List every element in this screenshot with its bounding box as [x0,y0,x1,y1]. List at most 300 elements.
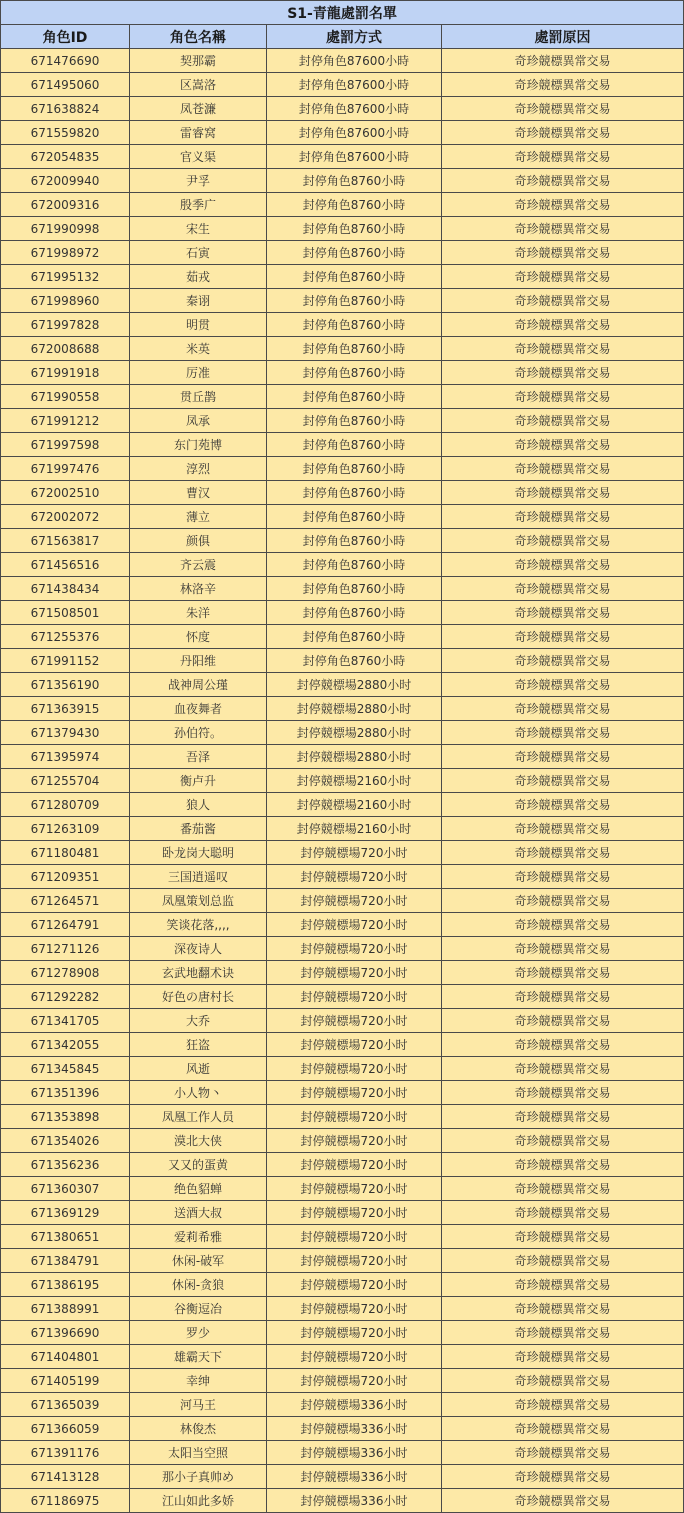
cell-role-id: 671380651 [1,1225,130,1249]
table-row [1,769,684,793]
cell-penalty-method: 封停競標場2880小时 [267,697,442,721]
cell-role-id: 671559820 [1,121,130,145]
cell-role-name: 明贯 [130,313,267,337]
cell-role-id: 672054835 [1,145,130,169]
cell-role-name: 凤凰工作人员 [130,1105,267,1129]
cell-penalty-method: 封停角色87600小時 [267,121,442,145]
cell-penalty-method: 封停競標場720小时 [267,1249,442,1273]
table-row [1,265,684,289]
cell-role-name: 林洛辛 [130,577,267,601]
cell-penalty-method: 封停競標場720小时 [267,889,442,913]
table-row [1,385,684,409]
cell-penalty-method: 封停角色8760小時 [267,409,442,433]
cell-role-name: 官义渠 [130,145,267,169]
cell-penalty-method: 封停競標場720小时 [267,1321,442,1345]
table-row [1,745,684,769]
cell-penalty-method: 封停角色8760小時 [267,217,442,241]
cell-role-id: 671366059 [1,1417,130,1441]
cell-penalty-method: 封停競標場720小时 [267,865,442,889]
cell-penalty-reason: 奇珍競標異常交易 [442,697,684,721]
cell-penalty-method: 封停競標場720小时 [267,1345,442,1369]
cell-penalty-reason: 奇珍競標異常交易 [442,1009,684,1033]
cell-penalty-method: 封停競標場720小时 [267,841,442,865]
cell-role-name: 林俊杰 [130,1417,267,1441]
cell-penalty-method: 封停競標場720小时 [267,1105,442,1129]
cell-role-id: 672009940 [1,169,130,193]
cell-penalty-method: 封停角色8760小時 [267,169,442,193]
table-row [1,1417,684,1441]
table-row [1,1177,684,1201]
cell-penalty-reason: 奇珍競標異常交易 [442,1249,684,1273]
cell-role-id: 671351396 [1,1081,130,1105]
cell-role-name: 谷衡逗冶 [130,1297,267,1321]
cell-penalty-reason: 奇珍競標異常交易 [442,1273,684,1297]
cell-role-id: 671413128 [1,1465,130,1489]
cell-penalty-reason: 奇珍競標異常交易 [442,1033,684,1057]
cell-role-name: 三国逍遥叹 [130,865,267,889]
table-row [1,457,684,481]
table-row [1,217,684,241]
cell-penalty-method: 封停競標場336小时 [267,1465,442,1489]
cell-role-id: 671456516 [1,553,130,577]
cell-role-name: 江山如此多娇 [130,1489,267,1513]
cell-penalty-reason: 奇珍競標異常交易 [442,481,684,505]
table-row [1,73,684,97]
cell-penalty-reason: 奇珍競標異常交易 [442,289,684,313]
cell-penalty-method: 封停角色8760小時 [267,625,442,649]
cell-penalty-reason: 奇珍競標異常交易 [442,1417,684,1441]
cell-penalty-reason: 奇珍競標異常交易 [442,961,684,985]
cell-penalty-method: 封停角色8760小時 [267,553,442,577]
cell-role-name: 漠北大侠 [130,1129,267,1153]
cell-penalty-method: 封停角色8760小時 [267,361,442,385]
cell-role-id: 671353898 [1,1105,130,1129]
cell-role-name: 米英 [130,337,267,361]
cell-role-name: 血夜舞者 [130,697,267,721]
header-penalty-reason: 處罰原因 [442,25,684,49]
cell-penalty-reason: 奇珍競標異常交易 [442,313,684,337]
table-row [1,1369,684,1393]
cell-penalty-method: 封停角色8760小時 [267,337,442,361]
table-row [1,649,684,673]
cell-role-id: 671991212 [1,409,130,433]
cell-role-id: 672002510 [1,481,130,505]
cell-role-id: 671404801 [1,1345,130,1369]
cell-role-id: 671342055 [1,1033,130,1057]
table-row [1,1225,684,1249]
cell-penalty-reason: 奇珍競標異常交易 [442,1081,684,1105]
cell-role-name: 衡卢升 [130,769,267,793]
cell-role-name: 玄武地翻术诀 [130,961,267,985]
cell-role-name: 曹汉 [130,481,267,505]
cell-role-name: 朱洋 [130,601,267,625]
cell-role-name: 深夜诗人 [130,937,267,961]
cell-penalty-reason: 奇珍競標異常交易 [442,265,684,289]
table-row [1,625,684,649]
cell-penalty-reason: 奇珍競標異常交易 [442,817,684,841]
cell-role-name: 风逝 [130,1057,267,1081]
cell-role-name: 幸绅 [130,1369,267,1393]
cell-penalty-reason: 奇珍競標異常交易 [442,1321,684,1345]
cell-penalty-method: 封停競標場336小时 [267,1393,442,1417]
cell-penalty-method: 封停競標場2160小时 [267,817,442,841]
table-row [1,241,684,265]
table-row [1,793,684,817]
cell-role-name: 送酒大叔 [130,1201,267,1225]
table-row [1,577,684,601]
cell-penalty-reason: 奇珍競標異常交易 [442,433,684,457]
cell-role-id: 671998972 [1,241,130,265]
header-role-name: 角色名稱 [130,25,267,49]
table-row [1,1009,684,1033]
cell-penalty-method: 封停競標場720小时 [267,1033,442,1057]
cell-role-id: 671180481 [1,841,130,865]
cell-role-id: 671997598 [1,433,130,457]
table-row [1,937,684,961]
cell-penalty-reason: 奇珍競標異常交易 [442,1489,684,1513]
table-row [1,1345,684,1369]
cell-role-name: 笑谈花落,,,, [130,913,267,937]
cell-penalty-method: 封停角色8760小時 [267,193,442,217]
cell-role-name: 颜俱 [130,529,267,553]
cell-role-name: 休闲-破军 [130,1249,267,1273]
cell-role-name: 休闲-贪狼 [130,1273,267,1297]
cell-penalty-method: 封停競標場720小时 [267,985,442,1009]
cell-role-id: 671255704 [1,769,130,793]
cell-role-id: 672002072 [1,505,130,529]
table-row [1,1489,684,1513]
cell-role-id: 671255376 [1,625,130,649]
cell-penalty-reason: 奇珍競標異常交易 [442,1225,684,1249]
table-row [1,145,684,169]
table-row [1,553,684,577]
table-row [1,697,684,721]
cell-role-name: 雷睿窝 [130,121,267,145]
table-row [1,49,684,73]
cell-role-id: 671263109 [1,817,130,841]
cell-penalty-reason: 奇珍競標異常交易 [442,457,684,481]
cell-penalty-method: 封停競標場336小时 [267,1489,442,1513]
table-row [1,337,684,361]
cell-penalty-method: 封停角色8760小時 [267,433,442,457]
cell-role-name: 东门苑博 [130,433,267,457]
table-row [1,1297,684,1321]
cell-role-name: 河马王 [130,1393,267,1417]
cell-role-id: 671264791 [1,913,130,937]
cell-penalty-method: 封停競標場720小时 [267,1201,442,1225]
cell-role-id: 671476690 [1,49,130,73]
cell-role-id: 671363915 [1,697,130,721]
cell-penalty-reason: 奇珍競標異常交易 [442,649,684,673]
cell-penalty-method: 封停競標場720小时 [267,1177,442,1201]
cell-penalty-method: 封停競標場720小时 [267,1297,442,1321]
cell-penalty-reason: 奇珍競標異常交易 [442,1465,684,1489]
cell-role-name: 贯丘鹊 [130,385,267,409]
table-row [1,361,684,385]
cell-role-id: 671369129 [1,1201,130,1225]
cell-penalty-reason: 奇珍競標異常交易 [442,385,684,409]
cell-penalty-method: 封停競標場336小时 [267,1417,442,1441]
table-row [1,1441,684,1465]
table-row [1,193,684,217]
table-row [1,889,684,913]
cell-penalty-reason: 奇珍競標異常交易 [442,1201,684,1225]
cell-role-id: 671638824 [1,97,130,121]
cell-penalty-reason: 奇珍競標異常交易 [442,889,684,913]
cell-penalty-reason: 奇珍競標異常交易 [442,217,684,241]
cell-penalty-reason: 奇珍競標異常交易 [442,673,684,697]
table-row [1,673,684,697]
cell-role-name: 好色の唐村长 [130,985,267,1009]
cell-penalty-reason: 奇珍競標異常交易 [442,913,684,937]
cell-penalty-reason: 奇珍競標異常交易 [442,1129,684,1153]
cell-penalty-reason: 奇珍競標異常交易 [442,97,684,121]
table-row [1,1057,684,1081]
cell-role-name: 爱莉希雅 [130,1225,267,1249]
title-row [1,1,684,25]
cell-role-id: 671386195 [1,1273,130,1297]
table-body [1,49,684,1513]
cell-penalty-method: 封停競標場2160小时 [267,769,442,793]
cell-role-name: 太阳当空照 [130,1441,267,1465]
cell-penalty-reason: 奇珍競標異常交易 [442,721,684,745]
cell-role-id: 671271126 [1,937,130,961]
cell-penalty-method: 封停競標場720小时 [267,1129,442,1153]
cell-role-id: 671280709 [1,793,130,817]
table-row [1,1129,684,1153]
cell-penalty-method: 封停角色8760小時 [267,481,442,505]
cell-penalty-method: 封停競標場720小时 [267,1273,442,1297]
cell-role-id: 671186975 [1,1489,130,1513]
cell-penalty-reason: 奇珍競標異常交易 [442,337,684,361]
cell-penalty-reason: 奇珍競標異常交易 [442,553,684,577]
cell-role-id: 671292282 [1,985,130,1009]
cell-penalty-method: 封停競標場2880小时 [267,745,442,769]
cell-penalty-method: 封停角色87600小時 [267,145,442,169]
cell-penalty-method: 封停角色87600小時 [267,97,442,121]
cell-role-id: 671495060 [1,73,130,97]
cell-role-id: 671264571 [1,889,130,913]
cell-role-name: 吾泽 [130,745,267,769]
cell-penalty-reason: 奇珍競標異常交易 [442,769,684,793]
cell-penalty-method: 封停角色8760小時 [267,601,442,625]
cell-role-id: 671998960 [1,289,130,313]
table-row [1,601,684,625]
cell-penalty-reason: 奇珍競標異常交易 [442,1297,684,1321]
cell-penalty-reason: 奇珍競標異常交易 [442,985,684,1009]
table-row [1,841,684,865]
cell-role-id: 671395974 [1,745,130,769]
cell-role-name: 卧龙岗大聪明 [130,841,267,865]
cell-role-id: 672009316 [1,193,130,217]
table-row [1,481,684,505]
cell-penalty-reason: 奇珍競標異常交易 [442,505,684,529]
cell-role-name: 罗少 [130,1321,267,1345]
cell-role-name: 狼人 [130,793,267,817]
cell-penalty-method: 封停競標場720小时 [267,913,442,937]
cell-penalty-method: 封停角色8760小時 [267,385,442,409]
cell-penalty-reason: 奇珍競標異常交易 [442,745,684,769]
cell-penalty-method: 封停角色8760小時 [267,241,442,265]
cell-role-name: 凤承 [130,409,267,433]
cell-role-name: 大乔 [130,1009,267,1033]
cell-role-name: 那小子真帅め [130,1465,267,1489]
cell-penalty-method: 封停角色8760小時 [267,505,442,529]
cell-role-name: 秦诩 [130,289,267,313]
cell-penalty-method: 封停角色8760小時 [267,313,442,337]
cell-role-id: 671360307 [1,1177,130,1201]
table-row [1,1465,684,1489]
cell-role-id: 671388991 [1,1297,130,1321]
cell-penalty-reason: 奇珍競標異常交易 [442,1441,684,1465]
cell-role-id: 671209351 [1,865,130,889]
cell-penalty-reason: 奇珍競標異常交易 [442,937,684,961]
cell-role-id: 671278908 [1,961,130,985]
table-row [1,169,684,193]
cell-penalty-method: 封停競標場720小时 [267,961,442,985]
cell-role-name: 小人物丶 [130,1081,267,1105]
cell-role-name: 区嵩洛 [130,73,267,97]
cell-penalty-method: 封停競標場2880小时 [267,673,442,697]
cell-role-name: 石寅 [130,241,267,265]
cell-penalty-method: 封停角色8760小時 [267,457,442,481]
table-row [1,817,684,841]
cell-penalty-method: 封停競標場720小时 [267,1009,442,1033]
cell-penalty-reason: 奇珍競標異常交易 [442,625,684,649]
cell-role-name: 厉准 [130,361,267,385]
table-row [1,1033,684,1057]
cell-penalty-reason: 奇珍競標異常交易 [442,1177,684,1201]
cell-role-name: 殷季广 [130,193,267,217]
cell-role-id: 671438434 [1,577,130,601]
cell-penalty-reason: 奇珍競標異常交易 [442,601,684,625]
cell-role-name: 番茄酱 [130,817,267,841]
cell-role-id: 671365039 [1,1393,130,1417]
table-title: S1-青龍處罰名單 [1,1,684,25]
cell-role-id: 671990558 [1,385,130,409]
cell-penalty-method: 封停角色8760小時 [267,265,442,289]
cell-role-name: 宋生 [130,217,267,241]
table-row [1,1105,684,1129]
cell-role-id: 671563817 [1,529,130,553]
cell-role-name: 雄霸天下 [130,1345,267,1369]
cell-role-name: 又又的蛋黄 [130,1153,267,1177]
table-row [1,433,684,457]
cell-penalty-method: 封停競標場2880小时 [267,721,442,745]
cell-penalty-reason: 奇珍競標異常交易 [442,169,684,193]
cell-penalty-reason: 奇珍競標異常交易 [442,121,684,145]
cell-penalty-reason: 奇珍競標異常交易 [442,1393,684,1417]
cell-role-id: 671354026 [1,1129,130,1153]
cell-penalty-reason: 奇珍競標異常交易 [442,49,684,73]
cell-role-name: 凤苍濂 [130,97,267,121]
cell-role-name: 茹戎 [130,265,267,289]
table-row [1,529,684,553]
table-row [1,1153,684,1177]
cell-role-name: 尹孚 [130,169,267,193]
cell-role-id: 671508501 [1,601,130,625]
cell-penalty-method: 封停競標場720小时 [267,1057,442,1081]
cell-penalty-reason: 奇珍競標異常交易 [442,1057,684,1081]
cell-penalty-method: 封停競標場720小时 [267,1225,442,1249]
header-penalty-method: 處罰方式 [267,25,442,49]
table-row [1,1321,684,1345]
cell-penalty-reason: 奇珍競標異常交易 [442,1153,684,1177]
table-row [1,313,684,337]
cell-penalty-method: 封停競標場720小时 [267,1081,442,1105]
cell-role-id: 671356236 [1,1153,130,1177]
table-row [1,721,684,745]
cell-penalty-reason: 奇珍競標異常交易 [442,241,684,265]
cell-penalty-reason: 奇珍競標異常交易 [442,1369,684,1393]
cell-role-id: 671990998 [1,217,130,241]
cell-role-id: 671405199 [1,1369,130,1393]
cell-penalty-method: 封停競標場2160小时 [267,793,442,817]
table-row [1,985,684,1009]
cell-penalty-reason: 奇珍競標異常交易 [442,865,684,889]
cell-role-name: 怀度 [130,625,267,649]
cell-penalty-method: 封停角色8760小時 [267,289,442,313]
cell-role-name: 孙伯符。 [130,721,267,745]
cell-penalty-method: 封停競標場720小时 [267,1369,442,1393]
table-row [1,289,684,313]
table-row [1,121,684,145]
cell-penalty-reason: 奇珍競標異常交易 [442,361,684,385]
cell-role-name: 淳烈 [130,457,267,481]
cell-penalty-reason: 奇珍競標異常交易 [442,409,684,433]
cell-role-name: 丹阳维 [130,649,267,673]
table-row [1,1249,684,1273]
cell-role-id: 671396690 [1,1321,130,1345]
cell-penalty-reason: 奇珍競標異常交易 [442,793,684,817]
header-role-id: 角色ID [1,25,130,49]
table-row [1,505,684,529]
cell-role-id: 671995132 [1,265,130,289]
header-row [1,25,684,49]
cell-role-id: 671384791 [1,1249,130,1273]
table-row [1,409,684,433]
cell-penalty-method: 封停角色87600小時 [267,49,442,73]
cell-penalty-reason: 奇珍競標異常交易 [442,145,684,169]
cell-penalty-reason: 奇珍競標異常交易 [442,529,684,553]
table-row [1,97,684,121]
table-row [1,913,684,937]
table-row [1,1393,684,1417]
cell-penalty-method: 封停角色8760小時 [267,649,442,673]
cell-role-id: 671356190 [1,673,130,697]
cell-penalty-reason: 奇珍競標異常交易 [442,841,684,865]
cell-penalty-method: 封停競標場720小时 [267,1153,442,1177]
cell-role-name: 齐云震 [130,553,267,577]
cell-penalty-reason: 奇珍競標異常交易 [442,1345,684,1369]
cell-penalty-method: 封停角色8760小時 [267,577,442,601]
cell-role-name: 契那霸 [130,49,267,73]
cell-role-id: 671997828 [1,313,130,337]
cell-penalty-reason: 奇珍競標異常交易 [442,1105,684,1129]
cell-role-name: 绝色貂蝉 [130,1177,267,1201]
table-row [1,961,684,985]
table-row [1,1081,684,1105]
cell-role-name: 战神周公瑾 [130,673,267,697]
cell-role-id: 671391176 [1,1441,130,1465]
table-row [1,1201,684,1225]
cell-role-id: 671345845 [1,1057,130,1081]
cell-penalty-reason: 奇珍競標異常交易 [442,577,684,601]
cell-role-id: 671991918 [1,361,130,385]
cell-role-name: 狂盗 [130,1033,267,1057]
cell-penalty-method: 封停競標場720小时 [267,937,442,961]
cell-penalty-method: 封停角色87600小時 [267,73,442,97]
